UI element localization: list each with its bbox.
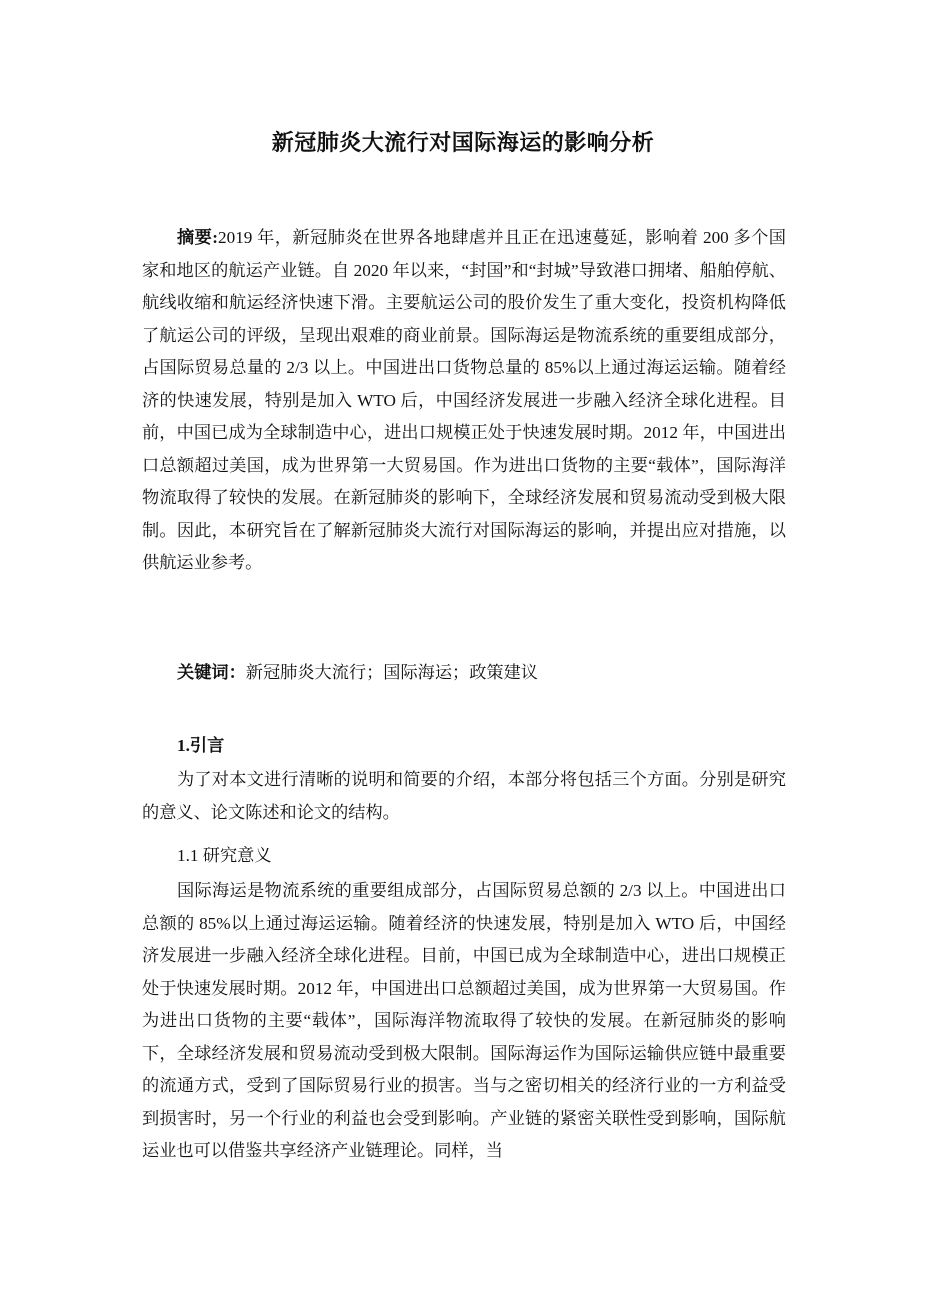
paper-title: 新冠肺炎大流行对国际海运的影响分析 [271,130,655,155]
keywords-text: 新冠肺炎大流行；国际海运；政策建议 [245,663,538,682]
section-heading: 1.引言 [177,736,225,755]
keywords-paragraph [142,657,786,690]
abstract-label: 摘要: [177,228,219,247]
subsection-heading: 1.1 研究意义 [177,846,272,865]
keywords-label: 关键词： [177,663,246,682]
abstract-paragraph [142,222,786,580]
subsection-body-paragraph: 国际海运是物流系统的重要组成部分，占国际贸易总额的 2/3 以上。中国进出口总额的 85%以上通过海运运输。随着经济的快速发展，特别是加入 WTO 后，中国经济发展进一步融入经济全球化进程。目前，中国已成为全球制造中心，进出口规模正处于快速发展时期。2012 年，中国进出口总额超过美国，成为世界第一大贸易国。作为进出口货物的主要“载体”，国际海洋物流取得了较快的发展。在新冠肺炎的影响下，全球经济发展和贸易流动受到极大限制。国际海运作为国际运输供应链中最重要的流通方式，受到了国际贸易行业的损害。当与之密切相关的经济行业的一方利益受到损害时，另一个行业的利益也会受到影响。产业链的紧密关联性受到影响，国际航运业也可以借鉴共享经济产业链理论。同样，当 [142,881,786,1160]
abstract-text: 2019 年，新冠肺炎在世界各地肆虐并且正在迅速蔓延，影响着 200 多个国家和地区的航运产业链。自 2020 年以来，“封国”和“封城”导致港口拥堵、船舶停航、航线收缩和航运经济快速下滑。主要航运公司的股价发生了重大变化，投资机构降低了航运公司的评级，呈现出艰难的商业前景。国际海运是物流系统的重要组成部分，占国际贸易总量的 2/3 以上。中国进出口货物总量的 85%以上通过海运运输。随着经济的快速发展，特别是加入 WTO 后，中国经济发展进一步融入经济全球化进程。目前，中国已成为全球制造中心，进出口规模正处于快速发展时期。2012 年，中国进出口总额超过美国，成为世界第一大贸易国。作为进出口货物的主要“载体”，国际海洋物流取得了较快的发展。在新冠肺炎的影响下，全球经济发展和贸易流动受到极大限制。因此，本研究旨在了解新冠肺炎大流行对国际海运的影响，并提出应对措施，以供航运业参考。 [142,228,786,572]
section-intro-paragraph: 为了对本文进行清晰的说明和简要的介绍，本部分将包括三个方面。分别是研究的意义、论文陈述和论文的结构。 [142,770,786,822]
